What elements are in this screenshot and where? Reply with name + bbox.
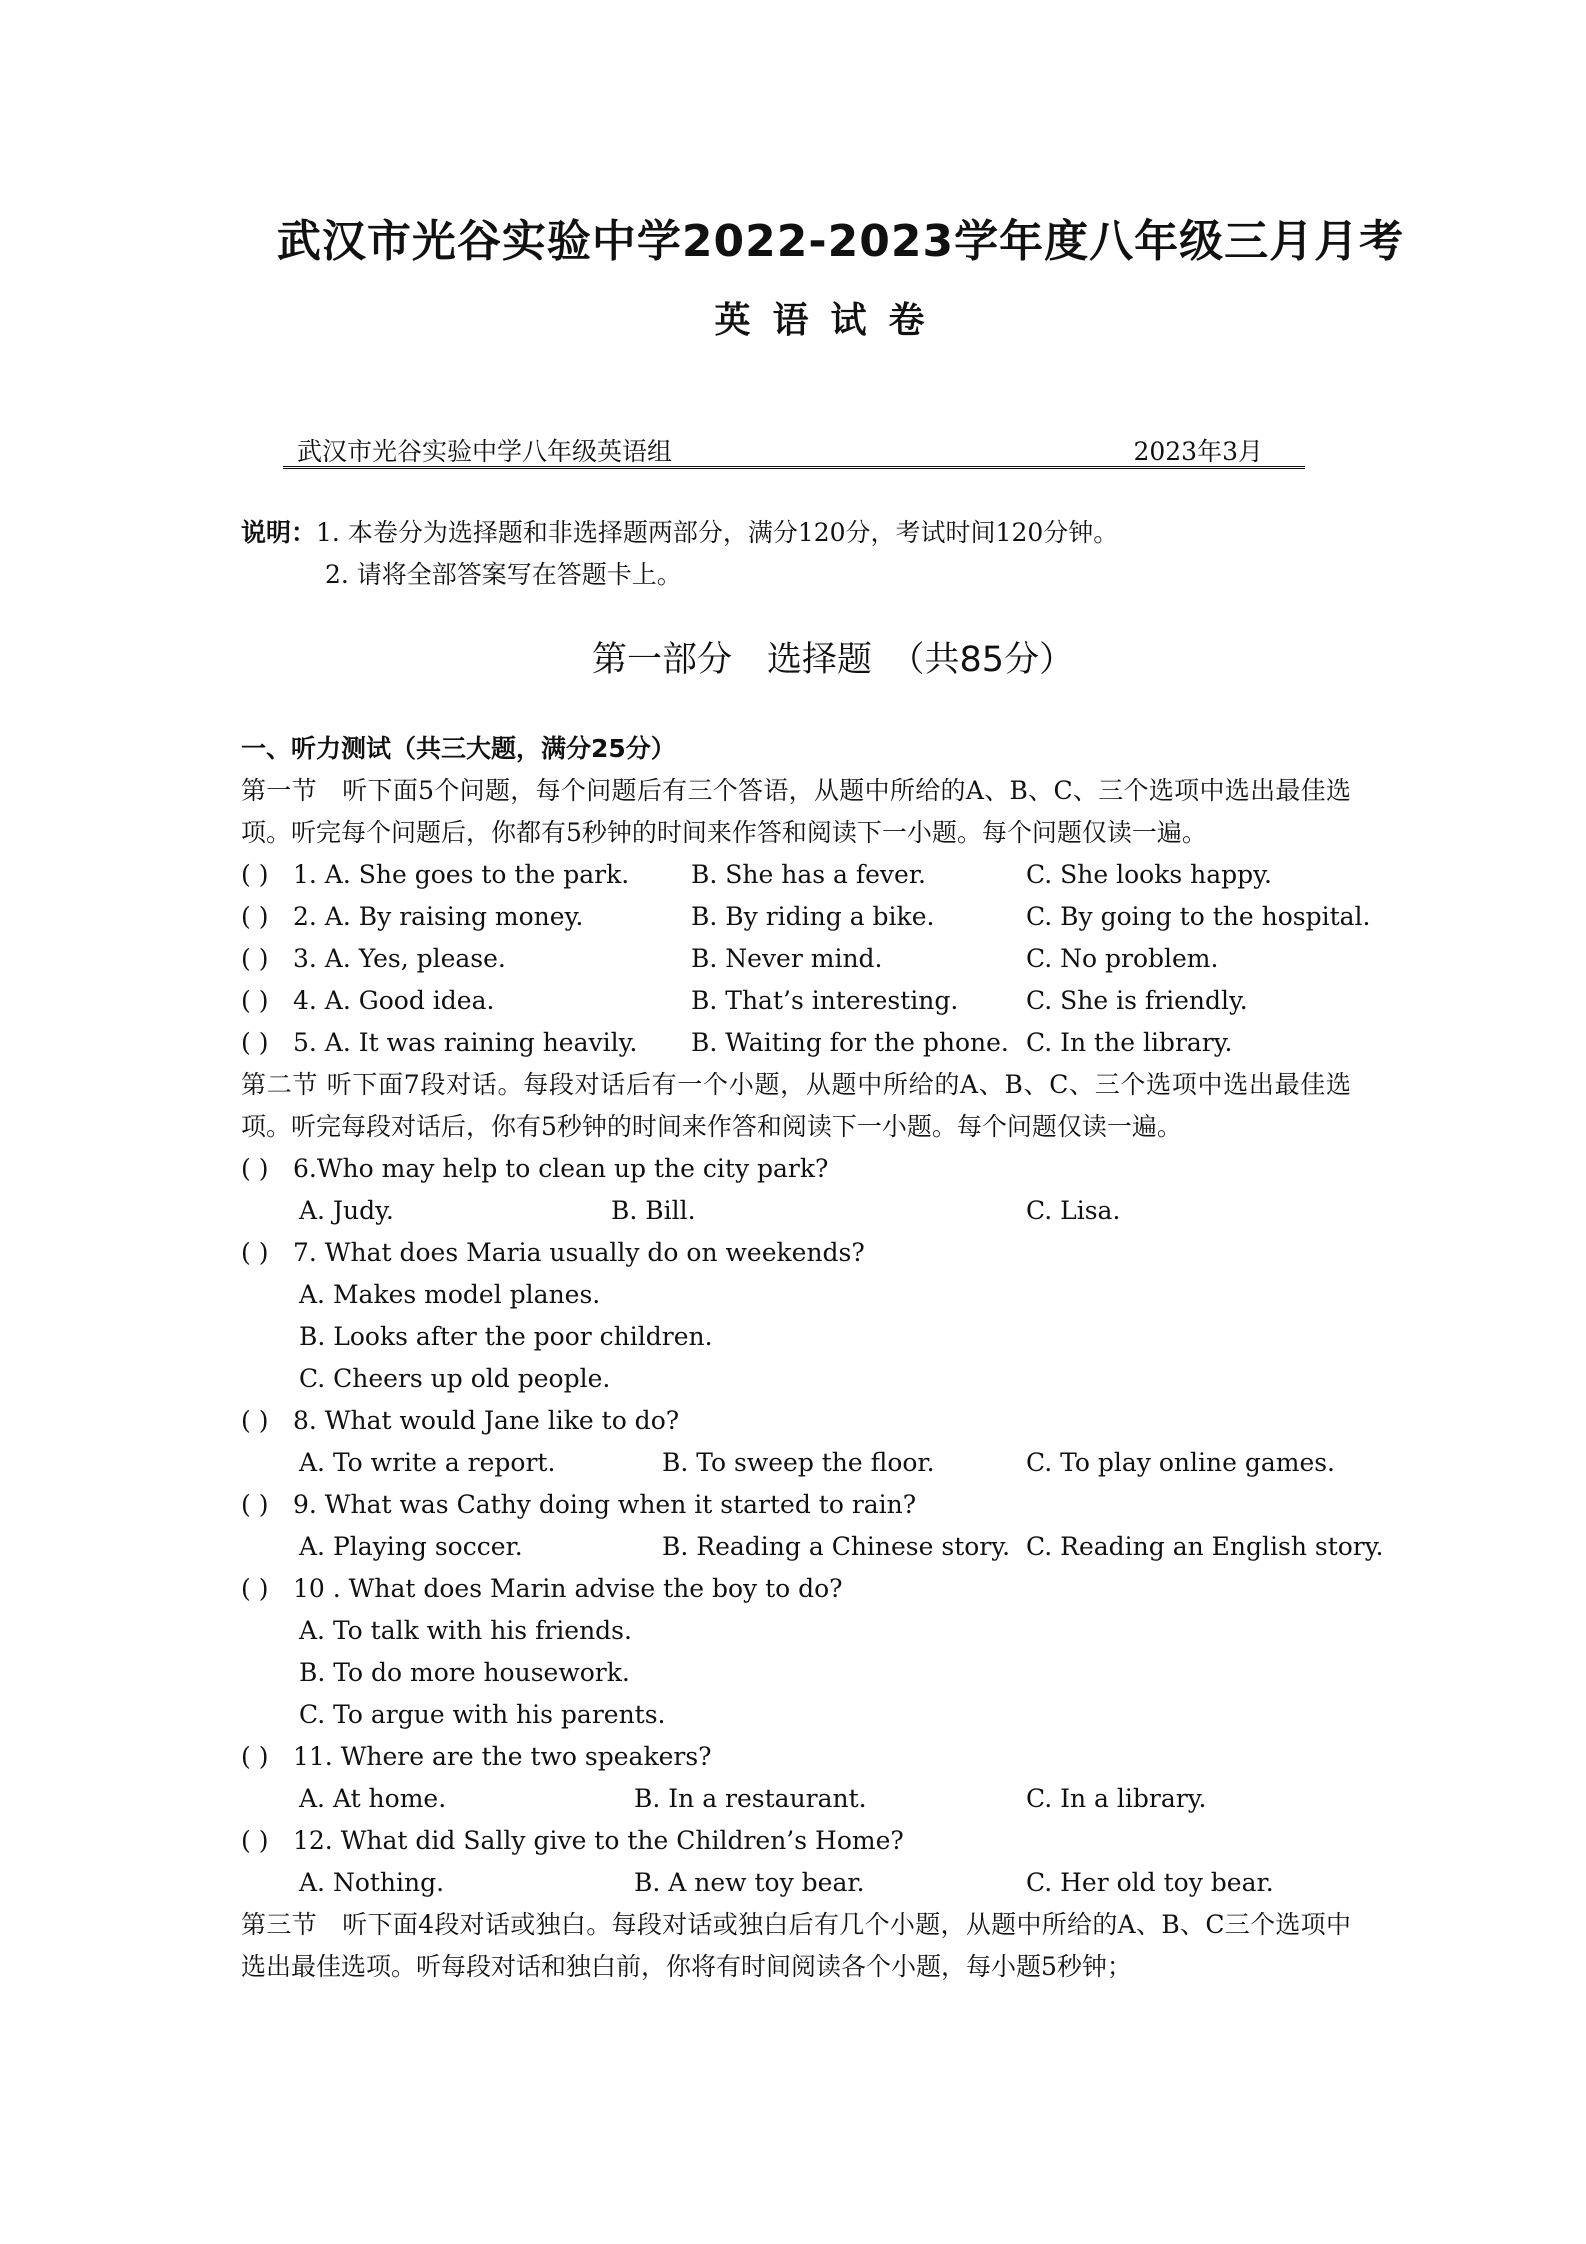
answer-blank: ( ) (241, 944, 269, 973)
answer-blank: ( ) (241, 1742, 269, 1771)
option-a: A. Makes model planes. (299, 1280, 601, 1309)
option-a: A. Playing soccer. (299, 1532, 523, 1561)
question-11-options (241, 1778, 1351, 1820)
exam-title: 武汉市光谷实验中学2022-2023学年度八年级三月月考 (276, 216, 1405, 267)
option-c: C. No problem. (1026, 944, 1219, 973)
option-b: B. To sweep the floor. (662, 1448, 935, 1477)
question-9 (241, 1484, 1351, 1526)
instructions (241, 512, 1118, 596)
answer-blank: ( ) (241, 1574, 269, 1603)
option-c: C. Lisa. (1026, 1196, 1121, 1225)
question-stem: 9. What was Cathy doing when it started to rain? (293, 1490, 917, 1519)
exam-date: 2023年3月 (1133, 437, 1263, 466)
option-b: B. To do more housework. (299, 1658, 630, 1687)
question-12-options (241, 1862, 1351, 1904)
option-a: 3. A. Yes, please. (293, 944, 506, 973)
question-10-option-a (241, 1610, 1351, 1652)
question-6-options (241, 1190, 1351, 1232)
question-8-options (241, 1442, 1351, 1484)
option-a: A. To write a report. (299, 1448, 556, 1477)
option-b: B. By riding a bike. (691, 902, 935, 931)
question-stem: 12. What did Sally give to the Children’s Home? (293, 1826, 904, 1855)
option-c: C. To play online games. (1026, 1448, 1336, 1477)
question-stem: 10 . What does Marin advise the boy to do? (293, 1574, 843, 1603)
option-c: C. To argue with his parents. (299, 1700, 666, 1729)
option-b: B. Never mind. (691, 944, 883, 973)
option-c: C. In the library. (1026, 1028, 1233, 1057)
option-a: A. Judy. (299, 1196, 394, 1225)
section-heading: 一、听力测试（共三大题，满分25分） (241, 734, 676, 763)
instructions-label: 说明： (241, 518, 317, 547)
option-c: C. In a library. (1026, 1784, 1207, 1813)
sub-section-2-intro: 第二节 听下面7段对话。每段对话后有一个小题，从题中所给的A、B、C、三个选项中选出最佳选项。听完每段对话后，你有5秒钟的时间来作答和阅读下一小题。每个问题仅读一遍。 (241, 1070, 1351, 1141)
sub-section-3-intro: 第三节 听下面4段对话或独白。每段对话或独白后有几个小题，从题中所给的A、B、C三个选项中选出最佳选项。听每段对话和独白前，你将有时间阅读各个小题，每小题5秒钟； (241, 1910, 1351, 1981)
answer-blank: ( ) (241, 1238, 269, 1267)
option-b: B. A new toy bear. (634, 1868, 865, 1897)
question-7 (241, 1232, 1351, 1274)
question-5 (241, 1022, 1351, 1064)
instruction-2: 2. 请将全部答案写在答题卡上。 (325, 560, 682, 589)
question-stem: 6.Who may help to clean up the city park? (293, 1154, 829, 1183)
answer-blank: ( ) (241, 1406, 269, 1435)
option-c: C. She looks happy. (1026, 860, 1272, 889)
option-b: B. Looks after the poor children. (299, 1322, 713, 1351)
question-10-option-c (241, 1694, 1351, 1736)
option-b: B. She has a fever. (691, 860, 926, 889)
option-a: 2. A. By raising money. (293, 902, 584, 931)
org-name: 武汉市光谷实验中学八年级英语组 (297, 437, 673, 466)
question-stem: 11. Where are the two speakers? (293, 1742, 712, 1771)
question-stem: 7. What does Maria usually do on weekends? (293, 1238, 865, 1267)
option-c: C. Her old toy bear. (1026, 1868, 1274, 1897)
section-listening (241, 728, 1384, 1988)
instruction-1: 说明：1. 本卷分为选择题和非选择题两部分，满分120分，考试时间120分钟。 (241, 518, 1119, 547)
question-7-option-c (241, 1358, 1351, 1400)
answer-blank: ( ) (241, 1154, 269, 1183)
option-b: B. Reading a Chinese story. (662, 1532, 1011, 1561)
option-a: A. To talk with his friends. (299, 1616, 632, 1645)
exam-subtitle: 英语试卷 (714, 300, 947, 341)
question-10-option-b (241, 1652, 1351, 1694)
answer-blank: ( ) (241, 1490, 269, 1519)
option-a: 1. A. She goes to the park. (293, 860, 630, 889)
answer-blank: ( ) (241, 1028, 269, 1057)
question-6 (241, 1148, 1351, 1190)
answer-blank: ( ) (241, 986, 269, 1015)
option-a: A. Nothing. (299, 1868, 445, 1897)
answer-blank: ( ) (241, 1826, 269, 1855)
answer-blank: ( ) (241, 902, 269, 931)
question-11 (241, 1736, 1351, 1778)
option-b: B. In a restaurant. (634, 1784, 867, 1813)
option-b: B. Waiting for the phone. (691, 1028, 1009, 1057)
option-a: 4. A. Good idea. (293, 986, 495, 1015)
org-date-line (283, 432, 1305, 469)
option-a: A. At home. (299, 1784, 447, 1813)
option-a: 5. A. It was raining heavily. (293, 1028, 638, 1057)
question-4 (241, 980, 1351, 1022)
option-b: B. Bill. (611, 1196, 696, 1225)
question-7-option-b (241, 1316, 1351, 1358)
option-c: C. Reading an English story. (1026, 1532, 1384, 1561)
question-stem: 8. What would Jane like to do? (293, 1406, 680, 1435)
option-c: C. By going to the hospital. (1026, 902, 1371, 931)
option-c: C. She is friendly. (1026, 986, 1248, 1015)
question-1 (241, 854, 1351, 896)
sub-section-1-intro: 第一节 听下面5个问题，每个问题后有三个答语，从题中所给的A、B、C、三个选项中选出最佳选项。听完每个问题后，你都有5秒钟的时间来作答和阅读下一小题。每个问题仅读一遍。 (241, 776, 1351, 847)
question-8 (241, 1400, 1351, 1442)
question-3 (241, 938, 1351, 980)
part-one-title: 第一部分 选择题 （共85分） (591, 640, 1075, 680)
question-10 (241, 1568, 1351, 1610)
answer-blank: ( ) (241, 860, 269, 889)
question-9-options (241, 1526, 1384, 1568)
question-7-option-a (241, 1274, 1351, 1316)
question-2 (241, 896, 1371, 938)
question-12 (241, 1820, 1351, 1862)
option-b: B. That’s interesting. (691, 986, 959, 1015)
option-c: C. Cheers up old people. (299, 1364, 611, 1393)
